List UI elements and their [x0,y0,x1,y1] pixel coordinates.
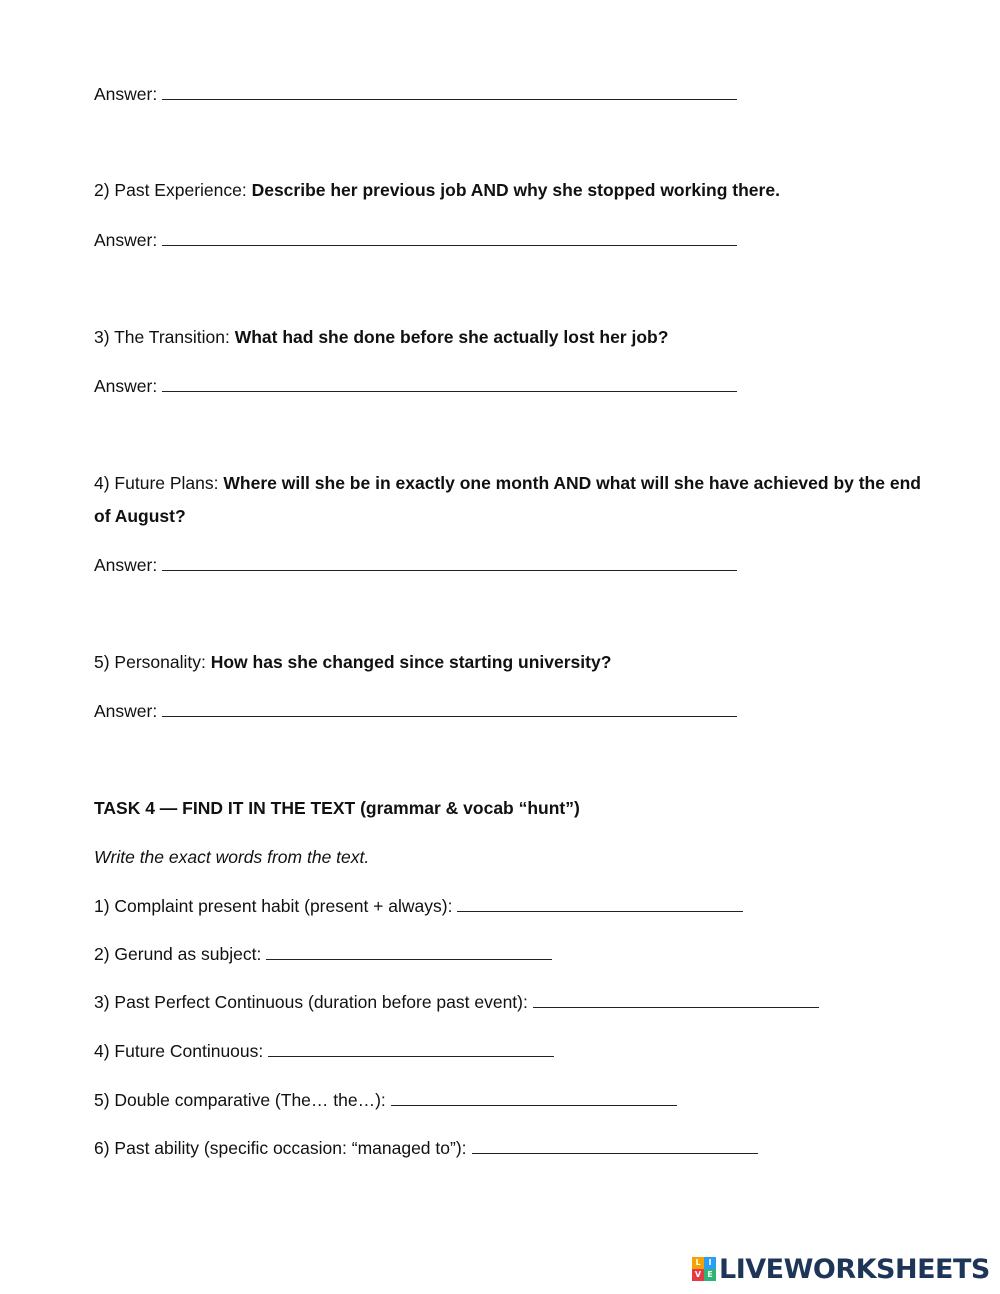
task4-item-label: 2) Gerund as subject: [94,944,262,964]
task4-item-label: 5) Double comparative (The… the…): [94,1090,386,1110]
answer-label: Answer: [94,84,158,104]
question-prefix: 2) Past Experience: [94,180,252,200]
task4-answer-field-3[interactable] [533,993,819,1008]
answer-label: Answer: [94,230,158,250]
answer-field-4[interactable] [162,556,737,571]
task4-answer-field-5[interactable] [391,1091,677,1106]
task4-answer-field-6[interactable] [472,1139,758,1154]
logo-badge-letter: E [704,1269,716,1281]
task4-item-label: 4) Future Continuous: [94,1041,264,1061]
answer-row-2 [94,230,737,250]
question-prefix: 4) Future Plans: [94,473,224,493]
question-text: Describe her previous job AND why she stopped working there. [251,180,780,200]
task4-item-1 [94,896,743,916]
task4-item-label: 3) Past Perfect Continuous (duration before past event): [94,992,528,1012]
answer-field-1[interactable] [162,85,737,100]
answer-label: Answer: [94,376,158,396]
task4-answer-field-4[interactable] [268,1042,554,1057]
logo-badge-letter: L [692,1257,704,1269]
question-prefix: 3) The Transition: [94,327,235,347]
task4-item-label: 1) Complaint present habit (present + always): [94,896,453,916]
answer-field-2[interactable] [162,231,737,246]
question-5 [94,652,611,672]
question-text: How has she changed since starting university? [210,652,612,672]
answer-row-3 [94,376,737,396]
question-3 [94,327,668,347]
task4-item-4 [94,1041,554,1061]
task4-item-6 [94,1138,758,1158]
task4-item-label: 6) Past ability (specific occasion: “managed to”): [94,1138,467,1158]
logo-text: LIVEWORKSHEETS [719,1253,990,1285]
answer-label: Answer: [94,701,158,721]
task4-answer-field-2[interactable] [266,945,552,960]
task4-heading: TASK 4 — FIND IT IN THE TEXT (grammar & vocab “hunt”) [94,798,580,818]
answer-row-1 [94,84,737,104]
answer-field-3[interactable] [162,377,737,392]
question-text: What had she done before she actually lost her job? [234,327,669,347]
question-4 [94,467,924,533]
answer-row-4 [94,555,737,575]
logo-badge-letter: V [692,1269,704,1281]
task4-instruction: Write the exact words from the text. [94,847,370,867]
task4-item-5 [94,1090,677,1110]
logo-badge-icon [692,1257,716,1281]
answer-label: Answer: [94,555,158,575]
question-text: Where will she be in exactly one month AND what will she have achieved by the end of August? [94,473,921,526]
task4-answer-field-1[interactable] [457,897,743,912]
question-prefix: 5) Personality: [94,652,211,672]
task4-item-2 [94,944,552,964]
question-2 [94,180,780,200]
logo-badge-letter: I [704,1257,716,1269]
answer-row-5 [94,701,737,721]
task4-item-3 [94,992,819,1012]
liveworksheets-logo [692,1254,990,1284]
answer-field-5[interactable] [162,702,737,717]
